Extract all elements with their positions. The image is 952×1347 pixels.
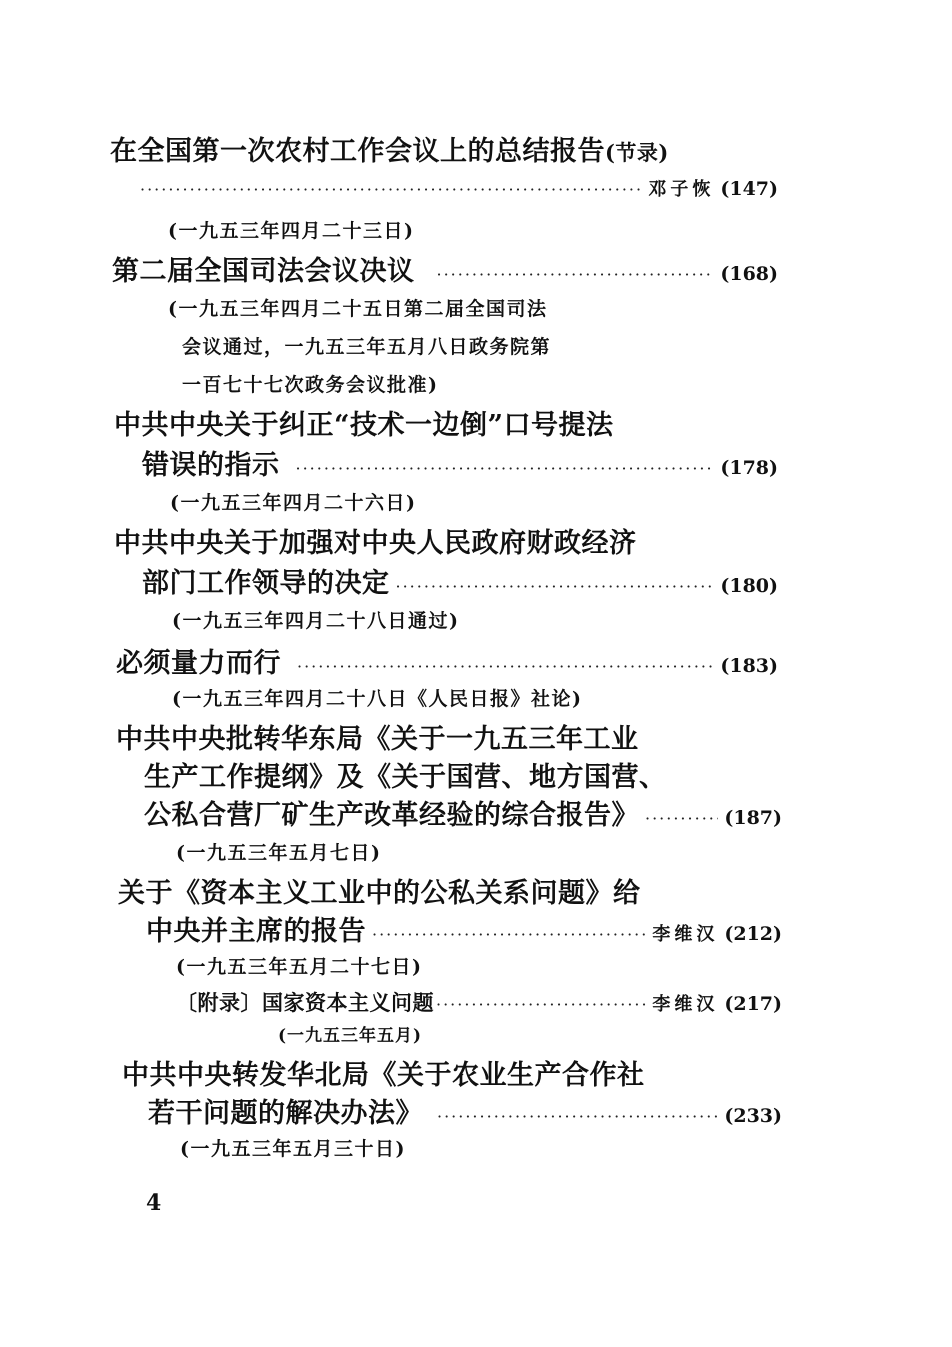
leader-dots xyxy=(140,182,642,198)
toc-entry-page: (187) xyxy=(724,807,782,829)
toc-entry-title-row xyxy=(112,258,778,285)
toc-entry-title: 中共中央关于加强对中央人民政府财政经济 xyxy=(114,528,637,559)
toc-entry-date: (一九五三年五月) xyxy=(278,1026,423,1046)
toc-entry-title-row xyxy=(148,1100,782,1127)
toc-entry-page: (180) xyxy=(720,575,778,597)
leader-dots xyxy=(645,811,718,827)
leader-dots xyxy=(372,927,646,943)
toc-entry-page: (212) xyxy=(724,923,782,945)
toc-entry-leader-row xyxy=(140,180,778,199)
toc-entry-title-row xyxy=(116,650,778,677)
toc-entry-date: (一九五三年四月二十八日《人民日报》社论) xyxy=(172,688,583,710)
toc-entry-title: 必须量力而行 xyxy=(116,648,281,679)
toc-entry-page: (233) xyxy=(724,1105,782,1127)
toc-entry-title: 中共中央关于纠正“技术一边倒”口号提法 xyxy=(114,410,614,441)
toc-entry-title: 关于《资本主义工业中的公私关系问题》给 xyxy=(118,878,641,909)
leader-dots xyxy=(396,579,715,595)
toc-entry-title: 〔附录〕国家资本主义问题 xyxy=(176,990,434,1015)
toc-entry-title: 若干问题的解决办法》 xyxy=(148,1098,423,1129)
toc-entry-title: 中央并主席的报告 xyxy=(146,916,366,947)
page-number: 4 xyxy=(146,1190,162,1216)
toc-entry-title-row xyxy=(142,452,778,479)
toc-entry-date: (一九五三年四月二十六日) xyxy=(170,492,417,514)
toc-entry-page: (147) xyxy=(720,178,778,200)
toc-entry-title: 在全国第一次农村工作会议上的总结报告(节录) xyxy=(110,136,669,167)
toc-entry-date: 一百七十七次政务会议批准) xyxy=(182,374,439,396)
toc-entry-date: (一九五三年五月七日) xyxy=(176,842,382,864)
toc-entry-title: 生产工作提纲》及《关于国营、地方国营、 xyxy=(144,762,667,793)
toc-entry-date: (一九五三年四月二十八日通过) xyxy=(172,610,460,632)
toc-entry-title: 中共中央批转华东局《关于一九五三年工业 xyxy=(116,724,639,755)
toc-entry-page: (183) xyxy=(720,655,778,677)
toc-entry-date: (一九五三年五月二十七日) xyxy=(176,956,423,978)
toc-entry-date: (一九五三年四月二十五日第二届全国司法 xyxy=(168,298,548,320)
toc-entry-author: 李维汉 xyxy=(652,994,719,1015)
toc-entry-title: 第二届全国司法会议决议 xyxy=(112,256,415,287)
toc-entry-author: 李维汉 xyxy=(652,924,719,945)
toc-entry-page: (217) xyxy=(724,993,782,1015)
toc-entry-title-row xyxy=(142,570,778,597)
toc-entry-title-row xyxy=(144,802,782,829)
toc-entry-date: (一九五三年四月二十三日) xyxy=(168,220,415,242)
leader-dots xyxy=(437,267,715,283)
leader-dots xyxy=(296,461,715,477)
leader-dots xyxy=(436,997,646,1013)
toc-entry-title-row xyxy=(146,918,782,945)
toc-entry-author: 邓子恢 xyxy=(648,179,715,200)
toc-entry-date: 会议通过，一九五三年五月八日政务院第 xyxy=(182,336,552,358)
toc-entry-page: (178) xyxy=(720,457,778,479)
leader-dots xyxy=(297,659,714,675)
toc-entry-title: 部门工作领导的决定 xyxy=(142,568,390,599)
toc-entry-title: 中共中央转发华北局《关于农业生产合作社 xyxy=(122,1060,645,1091)
toc-entry-title: 公私合营厂矿生产改革经验的综合报告》 xyxy=(144,800,639,831)
toc-appendix-row xyxy=(176,992,782,1014)
leader-dots xyxy=(437,1109,718,1125)
toc-entry-page: (168) xyxy=(720,263,778,285)
toc-entry-date: (一九五三年五月三十日) xyxy=(180,1138,406,1160)
toc-entry-title: 错误的指示 xyxy=(142,450,280,481)
